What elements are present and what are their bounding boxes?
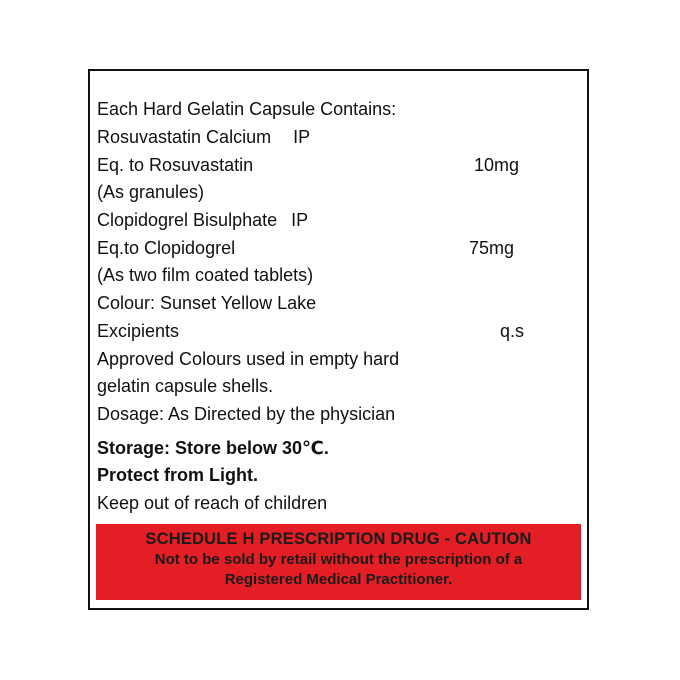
ingredient-note-granules: (As granules) xyxy=(97,182,205,202)
ingredient-rosuvastatin-calcium xyxy=(97,126,310,148)
ingredient-amount-clopidogrel: 75mg xyxy=(469,238,515,258)
ingredient-eq-rosuvastatin: Eq. to Rosuvastatin xyxy=(97,155,254,175)
ingredient-eq-clopidogrel: Eq.to Clopidogrel xyxy=(97,238,236,258)
caution-title: SCHEDULE H PRESCRIPTION DRUG - CAUTION xyxy=(145,530,532,548)
ingredient-note-tablets: (As two film coated tablets) xyxy=(97,265,314,285)
medicine-label xyxy=(88,69,589,610)
ingredient-amount-excipients: q.s xyxy=(500,321,525,341)
dosage-text: Dosage: As Directed by the physician xyxy=(97,404,396,424)
composition-heading: Each Hard Gelatin Capsule Contains: xyxy=(97,99,397,119)
colours-note-line-2: gelatin capsule shells. xyxy=(97,376,274,396)
ingredient-name: Clopidogrel Bisulphate xyxy=(97,210,278,230)
caution-line-2: Not to be sold by retail without the prescription of a xyxy=(154,551,523,568)
storage-text: Storage: Store below 30℃. xyxy=(97,438,329,458)
ingredient-standard: IP xyxy=(291,210,309,230)
ingredient-standard: IP xyxy=(293,127,311,147)
schedule-h-caution-banner xyxy=(96,524,581,600)
ingredient-amount-rosuvastatin: 10mg xyxy=(474,155,520,175)
ingredient-excipients: Excipients xyxy=(97,321,180,341)
ingredient-name: Rosuvastatin Calcium xyxy=(97,127,272,147)
caution-line-3: Registered Medical Practitioner. xyxy=(224,571,453,588)
protect-text: Protect from Light. xyxy=(97,465,258,485)
ingredient-clopidogrel-bisulphate xyxy=(97,209,308,231)
ingredient-colour: Colour: Sunset Yellow Lake xyxy=(97,293,317,313)
colours-note-line-1: Approved Colours used in empty hard xyxy=(97,349,400,369)
keep-out-text: Keep out of reach of children xyxy=(97,493,328,513)
